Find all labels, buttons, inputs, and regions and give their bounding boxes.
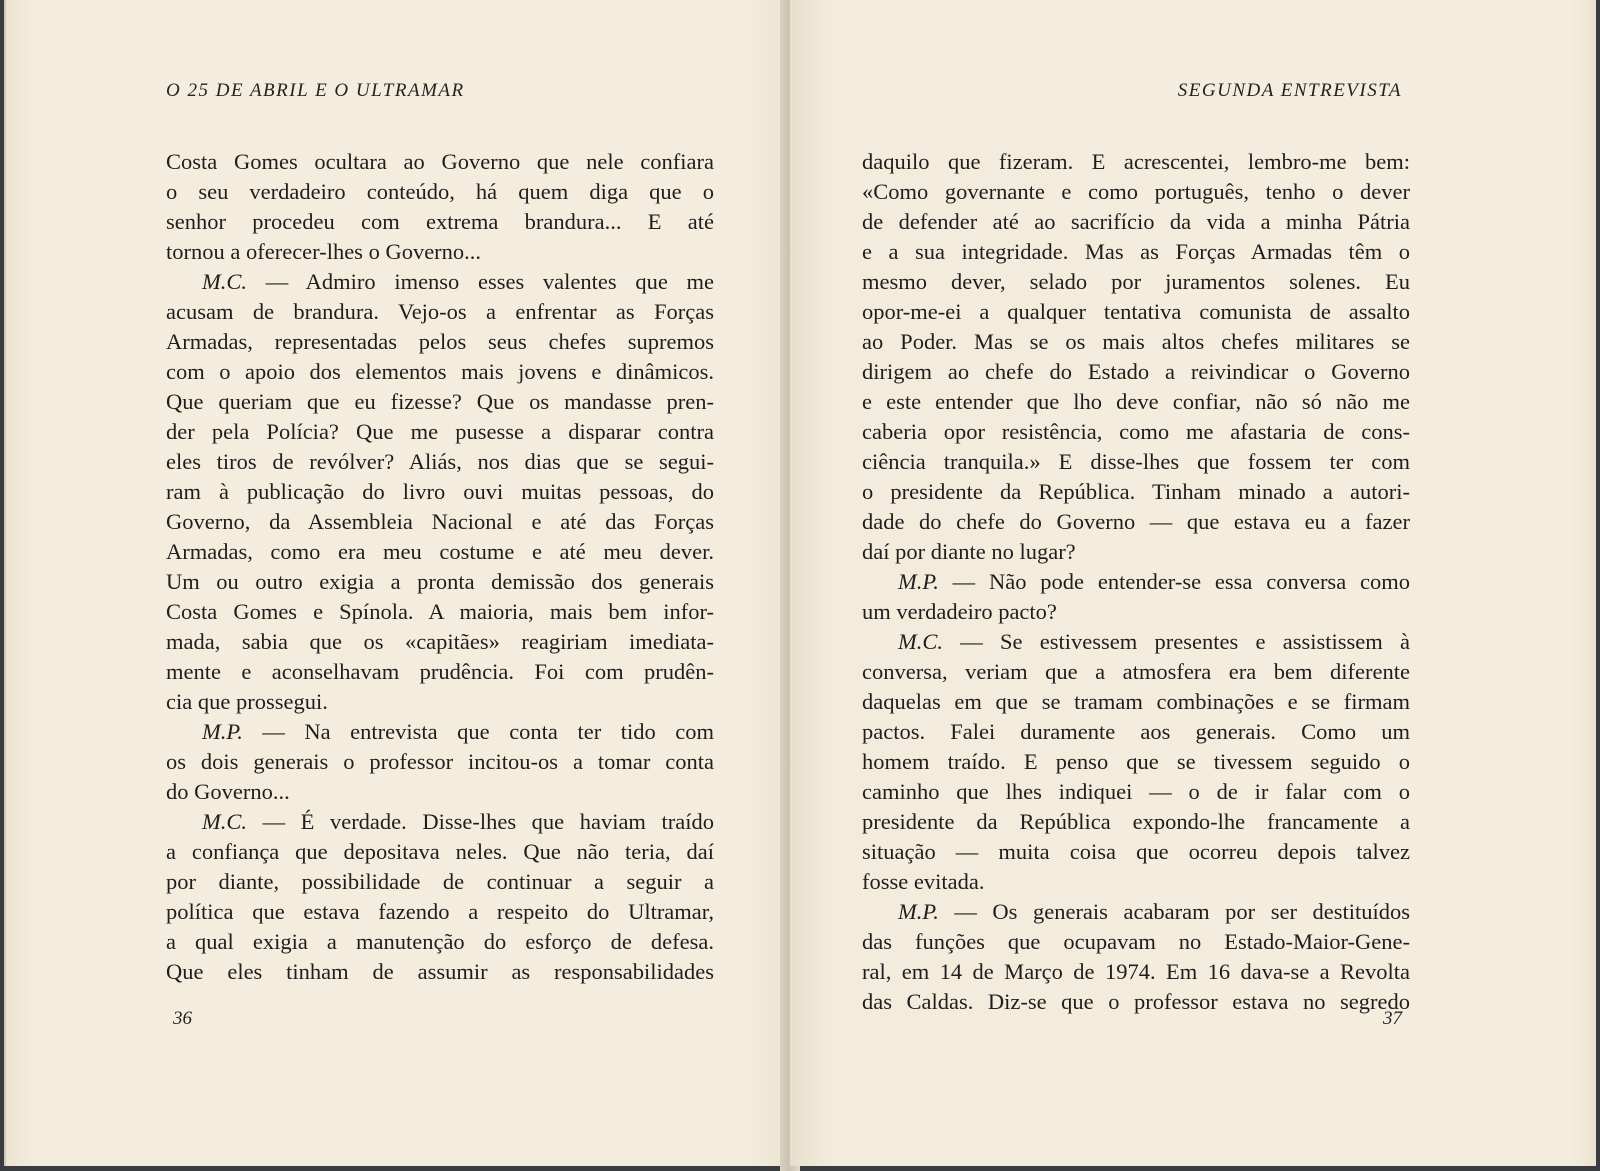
line-text: dirigem ao chefe do Estado a reivindicar o Governo bbox=[862, 359, 1410, 384]
line-text: tornou a oferecer-lhes o Governo... bbox=[166, 239, 482, 264]
text-line bbox=[862, 567, 1410, 597]
text-line bbox=[166, 177, 714, 207]
line-text: dade do chefe do Governo — que estava eu a fazer bbox=[862, 509, 1410, 534]
line-text: acusam de brandura. Vejo-os a enfrentar as Forças bbox=[166, 299, 714, 324]
line-text: e a sua integridade. Mas as Forças Armadas têm o bbox=[862, 239, 1410, 264]
speaker-initials: M.C. bbox=[202, 809, 247, 834]
text-line bbox=[862, 987, 1410, 1017]
text-line bbox=[862, 297, 1410, 327]
text-line bbox=[166, 147, 714, 177]
line-text: presidente da República expondo-lhe francamente a bbox=[862, 809, 1410, 834]
text-line bbox=[862, 897, 1410, 927]
line-text: caminho que lhes indiquei — o de ir falar com o bbox=[862, 779, 1410, 804]
line-text: cia que prossegui. bbox=[166, 689, 328, 714]
text-line bbox=[166, 597, 714, 627]
line-text: opor-me-ei a qualquer tentativa comunista de assalto bbox=[862, 299, 1410, 324]
text-line bbox=[166, 267, 714, 297]
text-line bbox=[862, 687, 1410, 717]
line-text: Governo, da Assembleia Nacional e até das Forças bbox=[166, 509, 714, 534]
text-line bbox=[862, 147, 1410, 177]
text-line bbox=[862, 267, 1410, 297]
text-line bbox=[166, 867, 714, 897]
line-text: Armadas, representadas pelos seus chefes supremos bbox=[166, 329, 714, 354]
line-text: a confiança que depositava neles. Que não teria, daí bbox=[166, 839, 714, 864]
line-text: der pela Polícia? Que me pusesse a disparar contra bbox=[166, 419, 714, 444]
line-text: o seu verdadeiro conteúdo, há quem diga que o bbox=[166, 179, 714, 204]
text-line bbox=[166, 297, 714, 327]
text-line bbox=[166, 327, 714, 357]
text-line bbox=[862, 597, 1410, 627]
text-line bbox=[862, 507, 1410, 537]
text-line bbox=[166, 567, 714, 597]
line-text: daquilo que fizeram. E acrescentei, lembro-me bem: bbox=[862, 149, 1410, 174]
text-line bbox=[862, 447, 1410, 477]
line-text: conversa, veriam que a atmosfera era bem diferente bbox=[862, 659, 1410, 684]
line-text: situação — muita coisa que ocorreu depois talvez bbox=[862, 839, 1410, 864]
line-text: — Admiro imenso esses valentes que me bbox=[247, 269, 714, 294]
text-line bbox=[166, 357, 714, 387]
line-text: ram à publicação do livro ouvi muitas pessoas, do bbox=[166, 479, 714, 504]
running-head-left: O 25 DE ABRIL E O ULTRAMAR bbox=[166, 80, 465, 101]
text-line bbox=[862, 207, 1410, 237]
text-line bbox=[862, 357, 1410, 387]
line-text: daquelas em que se tramam combinações e se firmam bbox=[862, 689, 1410, 714]
text-line bbox=[166, 837, 714, 867]
line-text: — Os generais acabaram por ser destituídos bbox=[938, 899, 1410, 924]
line-text: — Na entrevista que conta ter tido com bbox=[242, 719, 714, 744]
line-text: caberia opor resistência, como me afastaria de cons- bbox=[862, 419, 1410, 444]
line-text: com o apoio dos elementos mais jovens e dinâmicos. bbox=[166, 359, 714, 384]
line-text: das funções que ocupavam no Estado-Maior-Gene- bbox=[862, 929, 1410, 954]
running-head-right: SEGUNDA ENTREVISTA bbox=[1177, 80, 1402, 101]
line-text: o presidente da República. Tinham minado a autori- bbox=[862, 479, 1410, 504]
text-line bbox=[862, 867, 1410, 897]
text-line bbox=[862, 717, 1410, 747]
text-line bbox=[862, 237, 1410, 267]
text-line bbox=[862, 837, 1410, 867]
line-text: senhor procedeu com extrema brandura... E até bbox=[166, 209, 714, 234]
right-page bbox=[790, 0, 1596, 1166]
line-text: Armadas, como era meu costume e até meu dever. bbox=[166, 539, 714, 564]
line-text: do Governo... bbox=[166, 779, 290, 804]
line-text: Um ou outro exigia a pronta demissão dos generais bbox=[166, 569, 714, 594]
text-line bbox=[862, 537, 1410, 567]
line-text: por diante, possibilidade de continuar a seguir a bbox=[166, 869, 714, 894]
text-line bbox=[862, 777, 1410, 807]
line-text: Costa Gomes e Spínola. A maioria, mais bem infor- bbox=[166, 599, 714, 624]
text-line bbox=[166, 417, 714, 447]
page-number-left: 36 bbox=[173, 1008, 192, 1029]
text-line bbox=[166, 747, 714, 777]
text-line bbox=[166, 237, 714, 267]
speaker-initials: M.P. bbox=[202, 719, 243, 744]
text-line bbox=[862, 417, 1410, 447]
left-page bbox=[4, 0, 790, 1166]
text-line bbox=[862, 177, 1410, 207]
text-line bbox=[166, 807, 714, 837]
line-text: «Como governante e como português, tenho o dever bbox=[862, 179, 1410, 204]
text-line bbox=[862, 747, 1410, 777]
left-page-text bbox=[166, 147, 714, 987]
line-text: — Se estivessem presentes e assistissem à bbox=[943, 629, 1410, 654]
text-line bbox=[862, 927, 1410, 957]
page-number-right: 37 bbox=[1383, 1008, 1402, 1029]
text-line bbox=[862, 387, 1410, 417]
line-text: mada, sabia que os «capitães» reagiriam imediata- bbox=[166, 629, 714, 654]
text-line bbox=[862, 627, 1410, 657]
line-text: e este entender que lho deve confiar, não só não me bbox=[862, 389, 1410, 414]
line-text: das Caldas. Diz-se que o professor estava no segredo bbox=[862, 989, 1410, 1014]
line-text: um verdadeiro pacto? bbox=[862, 599, 1057, 624]
line-text: daí por diante no lugar? bbox=[862, 539, 1076, 564]
line-text: ao Poder. Mas se os mais altos chefes militares se bbox=[862, 329, 1410, 354]
line-text: Que eles tinham de assumir as responsabilidades bbox=[166, 959, 714, 984]
line-text: Costa Gomes ocultara ao Governo que nele confiara bbox=[166, 149, 714, 174]
line-text: os dois generais o professor incitou-os a tomar conta bbox=[166, 749, 714, 774]
text-line bbox=[166, 927, 714, 957]
line-text: fosse evitada. bbox=[862, 869, 985, 894]
speaker-initials: M.P. bbox=[898, 569, 939, 594]
text-line bbox=[166, 207, 714, 237]
text-line bbox=[166, 387, 714, 417]
line-text: homem traído. E penso que se tivessem seguido o bbox=[862, 749, 1410, 774]
speaker-initials: M.C. bbox=[202, 269, 247, 294]
text-line bbox=[166, 957, 714, 987]
text-line bbox=[166, 627, 714, 657]
text-line bbox=[166, 657, 714, 687]
line-text: a qual exigia a manutenção do esforço de defesa. bbox=[166, 929, 714, 954]
line-text: eles tiros de revólver? Aliás, nos dias que se segui- bbox=[166, 449, 714, 474]
text-line bbox=[862, 957, 1410, 987]
text-line bbox=[166, 477, 714, 507]
line-text: Que queriam que eu fizesse? Que os mandasse pren- bbox=[166, 389, 714, 414]
line-text: — É verdade. Disse-lhes que haviam traído bbox=[247, 809, 714, 834]
text-line bbox=[862, 327, 1410, 357]
line-text: pactos. Falei duramente aos generais. Como um bbox=[862, 719, 1410, 744]
line-text: mente e aconselhavam prudência. Foi com prudên- bbox=[166, 659, 714, 684]
line-text: ral, em 14 de Março de 1974. Em 16 dava-se a Revolta bbox=[862, 959, 1410, 984]
speaker-initials: M.C. bbox=[898, 629, 943, 654]
text-line bbox=[166, 687, 714, 717]
text-line bbox=[166, 777, 714, 807]
text-line bbox=[862, 657, 1410, 687]
text-line bbox=[862, 477, 1410, 507]
speaker-initials: M.P. bbox=[898, 899, 939, 924]
right-page-text bbox=[862, 147, 1410, 1017]
line-text: de defender até ao sacrifício da vida a minha Pátria bbox=[862, 209, 1410, 234]
line-text: ciência tranquila.» E disse-lhes que fossem ter com bbox=[862, 449, 1410, 474]
text-line bbox=[166, 537, 714, 567]
text-line bbox=[166, 717, 714, 747]
line-text: política que estava fazendo a respeito do Ultramar, bbox=[166, 899, 714, 924]
line-text: mesmo dever, selado por juramentos solenes. Eu bbox=[862, 269, 1410, 294]
text-line bbox=[166, 507, 714, 537]
text-line bbox=[166, 897, 714, 927]
line-text: — Não pode entender-se essa conversa como bbox=[938, 569, 1410, 594]
text-line bbox=[862, 807, 1410, 837]
text-line bbox=[166, 447, 714, 477]
